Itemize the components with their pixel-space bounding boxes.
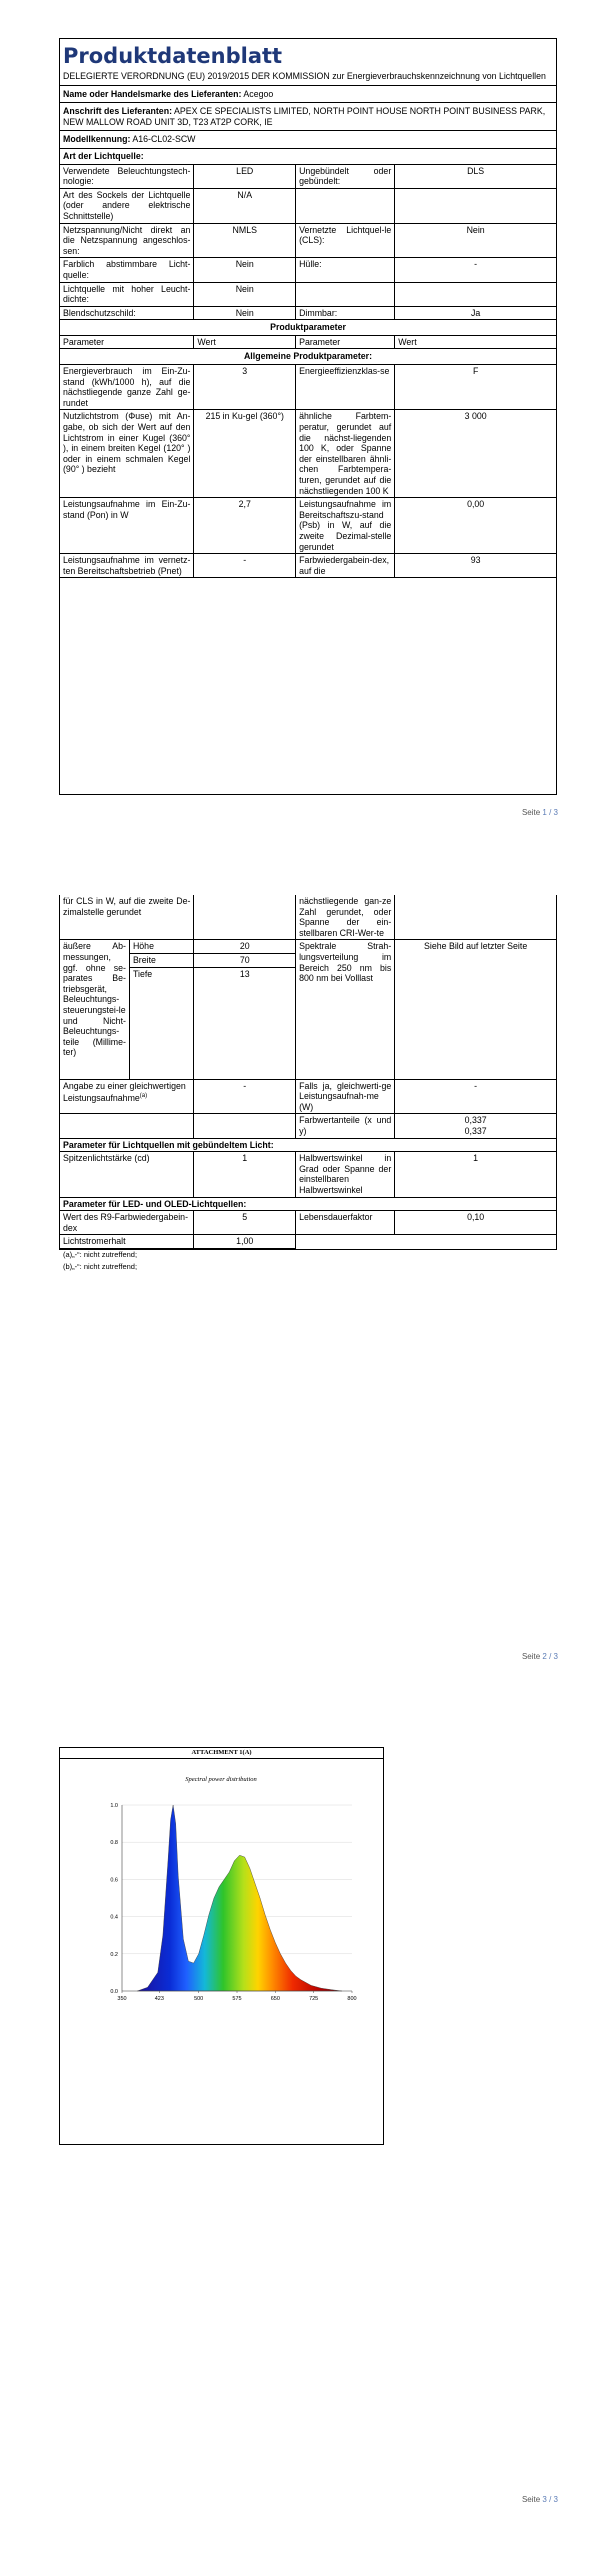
light-type-cell: Ungebündelt oder gebündelt: xyxy=(296,165,395,189)
x-tick-label: 650 xyxy=(270,1996,280,2002)
attachment-title: ATTACHMENT 1(A) xyxy=(60,1748,383,1759)
general-param-row xyxy=(60,498,556,554)
light-type-cell: Hülle: xyxy=(296,258,395,282)
r9-value: 5 xyxy=(194,1211,296,1235)
general-param-cell: 93 xyxy=(395,554,556,578)
light-type-cell: N/A xyxy=(194,188,296,223)
general-param-cell: - xyxy=(194,554,296,578)
y-tick-label: 0.2 xyxy=(110,1951,118,1958)
footnote-a: (a)„-“: nicht zutreffend; xyxy=(63,1249,138,1259)
light-type-cell: Dimmbar: xyxy=(296,306,395,320)
chromaticity-label: Farbwertanteile (x und y) xyxy=(296,1114,395,1138)
peak-intensity-value: 1 xyxy=(194,1152,296,1197)
equiv-power-value: - xyxy=(194,1079,296,1114)
supplier-name-row xyxy=(60,86,556,104)
general-param-cell: 3 xyxy=(194,365,296,410)
lumen-maint-label: Lichtstromerhalt xyxy=(60,1235,194,1249)
survival-value: 0,10 xyxy=(395,1211,556,1235)
general-param-cell: Leistungsaufnahme im Bereitschaftszu-stand (Psb) in W, auf die zweite Dezimal-stelle gerundet xyxy=(296,498,395,554)
spd-series-area xyxy=(137,1805,341,1991)
dim-height-value: 20 xyxy=(194,940,296,954)
dim-width-value: 70 xyxy=(194,953,296,967)
supplier-address-row xyxy=(60,103,556,131)
light-type-cell xyxy=(395,282,556,306)
page-label-1: Seite xyxy=(521,808,541,817)
general-param-cell: 0,00 xyxy=(395,498,556,554)
light-type-cell: DLS xyxy=(395,165,556,189)
light-type-row xyxy=(60,306,556,320)
light-type-cell: Blendschutzschild: xyxy=(60,306,194,320)
light-type-cell: Nein xyxy=(194,306,296,320)
general-param-cell: Energieeffizienzklas-se xyxy=(296,365,395,410)
y-tick-label: 1.0 xyxy=(110,1803,118,1809)
footnote-b: (b)„-“: nicht zutreffend; xyxy=(63,1261,138,1271)
claimed-power-value: - xyxy=(395,1079,556,1114)
model-value: A16-CL02-SCW xyxy=(132,134,196,145)
general-param-cell: 215 in Ku-gel (360°) xyxy=(194,410,296,498)
col-value-2: Wert xyxy=(395,336,556,349)
spectral-value: Siehe Bild auf letzter Seite xyxy=(395,940,556,1079)
col-param-1: Parameter xyxy=(60,336,194,349)
light-type-cell: Nein xyxy=(395,223,556,258)
product-params-header: Produktparameter xyxy=(60,320,556,336)
light-type-cell xyxy=(296,282,395,306)
dim-depth-label: Tiefe xyxy=(129,967,193,1079)
col-param-2: Parameter xyxy=(296,336,395,349)
supplier-address-label: Anschrift des Lieferanten: xyxy=(63,106,173,117)
page-count-1: 1 / 3 xyxy=(542,808,558,817)
r9-label: Wert des R9-Farbwiedergabein-dex xyxy=(60,1211,194,1235)
light-type-row xyxy=(60,165,556,189)
supplier-address-value: APEX CE SPECIALISTS LIMITED, NORTH POINT HOUSE NORTH POINT BUSINESS PARK, NEW MALLOW ROAD UNIT 3D, T23 AT2P CORK, IE xyxy=(63,106,546,127)
light-type-cell: Nein xyxy=(194,258,296,282)
general-param-row xyxy=(60,554,556,578)
general-param-row xyxy=(60,365,556,410)
regulation-subtitle: DELEGIERTE VERORDNUNG (EU) 2019/2015 DER KOMMISSION zur Energieverbrauchskennzeichnung von Lichtquellen xyxy=(60,71,556,86)
model-label: Modellkennung: xyxy=(63,134,131,145)
claimed-power-label: Falls ja, gleichwerti-ge Leistungsaufnah-me (W) xyxy=(296,1079,395,1114)
beam-angle-label: Halbwertswinkel in Grad oder Spanne der einstellbaren Halbwertswinkel xyxy=(296,1152,395,1197)
x-tick-label: 575 xyxy=(232,1996,242,2002)
light-type-row xyxy=(60,282,556,306)
light-type-row xyxy=(60,223,556,258)
cri-label-cont: nächstliegende gan-ze Zahl gerundet, oder Spanne der ein-stellbaren CRI-Wer-te xyxy=(296,895,395,940)
light-type-cell: LED xyxy=(194,165,296,189)
light-type-cell: Lichtquelle mit hoher Leucht-dichte: xyxy=(60,282,194,306)
general-param-cell: Farbwiedergabein-dex, auf die xyxy=(296,554,395,578)
general-param-row xyxy=(60,410,556,498)
spectral-label: Spektrale Strah-lungsverteilung im Bereich 250 nm bis 800 nm bei Volllast xyxy=(296,940,395,1079)
page-title: Produktdatenblatt xyxy=(63,44,283,68)
light-type-table xyxy=(60,165,556,321)
dim-width-label: Breite xyxy=(129,953,193,967)
x-tick-label: 350 xyxy=(117,1996,127,2002)
lumen-maint-value: 1,00 xyxy=(194,1235,296,1249)
attachment-box xyxy=(59,1747,384,2145)
equiv-power-label: Angabe zu einer gleichwertigen Leistungsaufnahme$^{(a)}$ xyxy=(60,1079,194,1114)
directional-header: Parameter für Lichtquellen mit gebündeltem Licht: xyxy=(60,1138,556,1152)
general-params-table xyxy=(60,365,556,578)
chart-title: Spectral power distribution xyxy=(185,1776,257,1783)
light-type-cell xyxy=(395,188,556,223)
light-type-cell: NMLS xyxy=(194,223,296,258)
light-type-cell xyxy=(296,188,395,223)
general-param-cell: Nutzlichtstrom (Φuse) mit An-gabe, ob sich der Wert auf den Lichtstrom in einer Kugel (360° ), in einem breiten Kegel (120° ) oder in einem schmalen Kegel (90° ) bezieht xyxy=(60,410,194,498)
x-tick-label: 725 xyxy=(309,1996,319,2002)
light-type-cell: Netzspannung/Nicht direkt an die Netzspannung angeschlos-sen: xyxy=(60,223,194,258)
led-header: Parameter für LED- und OLED-Lichtquellen: xyxy=(60,1197,556,1211)
page-number-3 xyxy=(522,2495,558,2504)
general-param-cell: Leistungsaufnahme im vernetz-ten Bereitschaftsbetrieb (Pnet) xyxy=(60,554,194,578)
general-params-header: Allgemeine Produktparameter: xyxy=(60,349,556,365)
general-param-cell: Leistungsaufnahme im Ein-Zu-stand (Pon) in W xyxy=(60,498,194,554)
x-tick-label: 800 xyxy=(347,1996,357,2002)
page-label-3: Seite xyxy=(521,2495,541,2504)
product-data-sheet-continued xyxy=(59,895,557,1271)
light-type-row xyxy=(60,188,556,223)
light-type-cell: Farblich abstimmbare Licht-quelle: xyxy=(60,258,194,282)
supplier-name-value: Acegoo xyxy=(243,88,274,99)
y-tick-label: 0.4 xyxy=(110,1914,118,1921)
params-colheads xyxy=(60,336,556,350)
dim-height-label: Höhe xyxy=(129,940,193,954)
light-type-header: Art der Lichtquelle: xyxy=(60,149,556,165)
dimensions-label: äußere Ab-messungen, ggf. ohne se-parates Be-triebsgerät, Beleuchtungs-steuerungstei-le und Nicht-Beleuchtungs-teile (Millime-ter) xyxy=(60,940,129,1079)
supplier-name-label: Name oder Handelsmarke des Lieferanten: xyxy=(63,88,242,99)
y-tick-label: 0.8 xyxy=(110,1840,118,1847)
continued-params-table xyxy=(60,895,556,1249)
cls-standby-label-cont: für CLS in W, auf die zweite De-zimalstelle gerundet xyxy=(60,895,194,940)
y-tick-label: 0.6 xyxy=(110,1877,118,1884)
x-tick-label: 500 xyxy=(194,1996,204,2002)
col-value-1: Wert xyxy=(194,336,296,349)
general-param-cell: 2,7 xyxy=(194,498,296,554)
chromaticity-value: 0,337 0,337 xyxy=(395,1114,556,1138)
general-param-cell: F xyxy=(395,365,556,410)
x-tick-label: 423 xyxy=(154,1996,164,2002)
light-type-cell: Verwendete Beleuchtungstech-nologie: xyxy=(60,165,194,189)
general-param-cell: Energieverbrauch im Ein-Zu-stand (kWh/1000 h), auf die nächstliegende ganze Zahl ge-rundet xyxy=(60,365,194,410)
model-row xyxy=(60,131,556,149)
light-type-cell: Vernetzte Lichtquel-le (CLS): xyxy=(296,223,395,258)
page-count-3: 3 / 3 xyxy=(542,2495,558,2504)
y-tick-label: 0.0 xyxy=(110,1989,118,1995)
page-label-2: Seite xyxy=(521,1652,541,1661)
product-data-sheet xyxy=(59,38,557,795)
general-param-cell: 3 000 xyxy=(395,410,556,498)
light-type-cell: - xyxy=(395,258,556,282)
light-type-cell: Ja xyxy=(395,306,556,320)
page-count-2: 2 / 3 xyxy=(542,1652,558,1661)
dim-depth-value: 13 xyxy=(194,967,296,1079)
page-number-1 xyxy=(522,808,558,817)
footnote-ref-a: (a) xyxy=(139,1093,148,1100)
peak-intensity-label: Spitzenlichtstärke (cd) xyxy=(60,1152,194,1197)
light-type-cell: Nein xyxy=(194,282,296,306)
light-type-row xyxy=(60,258,556,282)
beam-angle-value: 1 xyxy=(395,1152,556,1197)
survival-label: Lebensdauerfaktor xyxy=(296,1211,395,1235)
spectral-chart xyxy=(60,1759,383,2144)
general-param-cell: ähnliche Farbtem-peratur, gerundet auf die nächst-liegenden 100 K, oder Spanne der einstellbaren ähnli-chen Farbtempera-turen, gerundet auf die nächstliegenden 100 K xyxy=(296,410,395,498)
light-type-cell: Art des Sockels der Lichtquelle (oder andere elektrische Schnittstelle) xyxy=(60,188,194,223)
page-number-2 xyxy=(522,1652,558,1661)
